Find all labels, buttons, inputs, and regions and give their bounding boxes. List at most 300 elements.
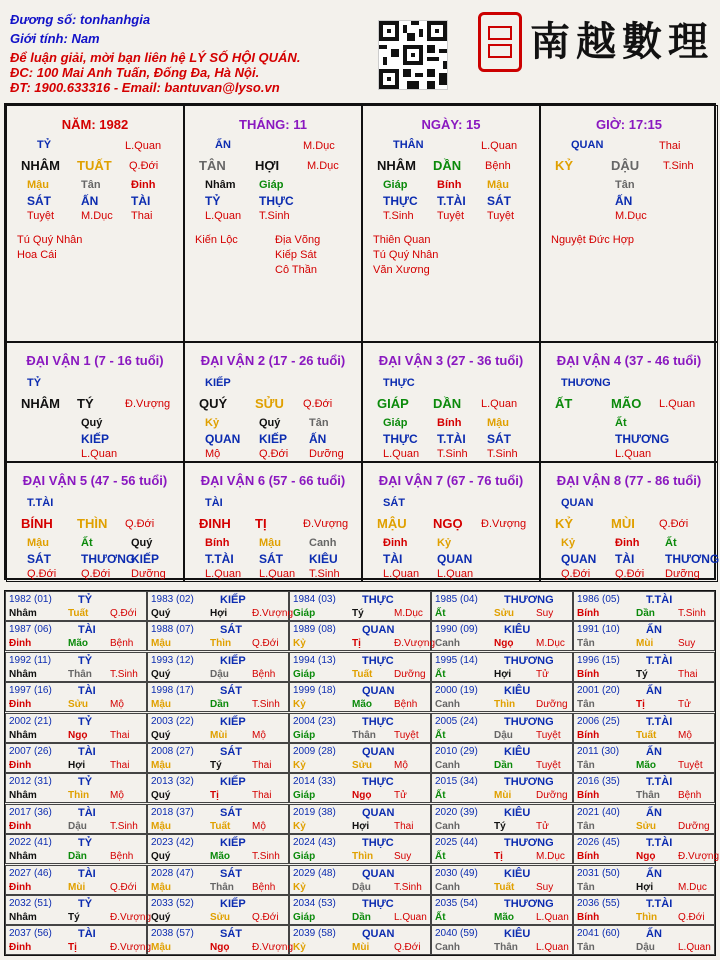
pillar-can: TÂN — [199, 158, 226, 173]
dai-van-4 — [540, 342, 718, 462]
year-chi: Tị — [210, 790, 219, 802]
year-can: Tân — [577, 942, 595, 954]
year-stage: T.Sinh — [394, 881, 422, 893]
year-label: 2039 (58) — [293, 928, 336, 940]
year-chi: Thân — [636, 790, 660, 802]
year-can: Ất — [435, 729, 446, 741]
dai-van-can: QUÝ — [199, 396, 228, 411]
pillar-ten-god: THÂN — [393, 139, 424, 151]
year-cell — [573, 713, 715, 743]
dai-van-ten-god: THƯƠNG — [561, 377, 611, 389]
year-can: Giáp — [293, 668, 316, 680]
year-stage: Mộ — [678, 729, 692, 741]
year-can: Quý — [151, 790, 171, 802]
year-chi: Tị — [352, 638, 361, 650]
year-ten-god: KIÊU — [504, 806, 531, 819]
hidden-ten-god: T.TÀI — [437, 432, 466, 446]
year-label: 2014 (33) — [293, 776, 336, 788]
pillar-stage: L.Quan — [125, 140, 162, 152]
year-cell — [431, 713, 573, 743]
year-chi: Hợi — [494, 668, 512, 680]
year-can: Kỷ — [293, 699, 306, 711]
year-can: Canh — [435, 638, 460, 650]
gender-line: Giới tính: Nam — [10, 31, 100, 46]
year-can: Bính — [577, 851, 600, 863]
hidden-ten-god: QUAN — [205, 432, 241, 446]
hidden-stem: Tân — [309, 417, 329, 429]
year-ten-god: TÀI — [78, 806, 96, 819]
year-stage: Q.Đới — [252, 638, 279, 650]
hidden-ten-god: KIÊU — [309, 552, 338, 566]
year-ten-god: THỰC — [362, 898, 394, 910]
year-ten-god: THỰC — [362, 837, 394, 850]
year-chi: Ngọ — [494, 638, 514, 650]
hidden-stem: Mậu — [27, 537, 49, 549]
hidden-stem: Kỷ — [561, 537, 576, 549]
hidden-ten-god: KIẾP — [131, 552, 160, 566]
year-chi: Mùi — [352, 942, 370, 954]
year-cell — [431, 743, 573, 773]
hidden-stem: Nhâm — [205, 179, 236, 191]
year-stage: Đ.Vượng — [678, 851, 720, 863]
year-can: Giáp — [293, 851, 316, 863]
year-label: 2016 (35) — [577, 776, 620, 788]
year-ten-god: ẤN — [646, 624, 662, 637]
hidden-stage: L.Quan — [259, 568, 296, 580]
year-label: 2017 (36) — [9, 806, 52, 818]
year-can: Kỷ — [293, 881, 306, 893]
year-chi: Mùi — [494, 790, 512, 802]
pillar-stage: L.Quan — [481, 140, 518, 152]
year-ten-god: KIẾP — [220, 898, 246, 910]
pillar-0 — [6, 105, 184, 342]
year-ten-god: QUAN — [362, 746, 395, 758]
year-stage: L.Quan — [536, 912, 569, 923]
hidden-stage: L.Quan — [615, 448, 652, 460]
year-chi: Dần — [210, 699, 229, 711]
year-chi: Dậu — [352, 881, 371, 893]
qr-code-icon — [378, 20, 448, 90]
year-chi: Tý — [636, 668, 648, 680]
year-ten-god: TÀI — [78, 746, 96, 758]
year-can: Nhâm — [9, 790, 37, 802]
hidden-stem: Ất — [665, 537, 677, 549]
year-label: 2019 (38) — [293, 806, 336, 818]
year-cell — [5, 621, 147, 651]
year-ten-god: T.TÀI — [646, 654, 673, 667]
year-label: 1990 (09) — [435, 624, 478, 636]
dai-van-stage: Đ.Vượng — [481, 518, 527, 530]
year-stage: Dưỡng — [536, 699, 568, 711]
year-cell — [573, 925, 715, 955]
year-stage: Thai — [252, 790, 272, 802]
year-stage: Mộ — [110, 699, 124, 711]
hidden-ten-god: ẤN — [309, 432, 327, 446]
pillar-stage: Thai — [659, 140, 681, 152]
year-stage: Bệnh — [252, 668, 276, 680]
pillar-stage-2: T.Sinh — [663, 160, 694, 172]
year-ten-god: QUAN — [362, 624, 395, 637]
hidden-stage: L.Quan — [437, 568, 474, 580]
hidden-stage: Dưỡng — [131, 568, 166, 580]
dai-van-stage: Q.Đới — [303, 398, 333, 410]
year-can: Ất — [435, 912, 446, 923]
year-label: 2041 (60) — [577, 928, 620, 940]
year-cell — [573, 591, 715, 621]
year-can: Đinh — [9, 881, 32, 893]
hidden-ten-god: THƯƠNG — [81, 552, 136, 566]
year-stage: Tử — [394, 790, 407, 802]
year-cell — [573, 621, 715, 651]
year-chi: Tuất — [352, 668, 373, 680]
year-ten-god: THỰC — [362, 776, 394, 789]
hidden-ten-god: TÀI — [615, 552, 635, 566]
pillar-title: NĂM: 1982 — [61, 117, 129, 132]
year-stage: Bệnh — [252, 881, 276, 893]
hidden-stem: Quý — [131, 537, 153, 549]
hidden-stem: Bính — [205, 537, 230, 549]
year-stage: Tuyệt — [678, 760, 703, 771]
year-chi: Sửu — [68, 699, 89, 711]
hidden-stem: Mậu — [27, 179, 49, 191]
year-ten-god: TỶ — [78, 594, 93, 606]
pillar-can: NHÂM — [21, 158, 60, 173]
year-label: 2004 (23) — [293, 715, 336, 727]
year-chi: Dậu — [494, 729, 513, 741]
year-chi: Thân — [494, 942, 518, 954]
year-can: Canh — [435, 699, 460, 711]
year-stage: Bệnh — [110, 638, 134, 650]
year-label: 2020 (39) — [435, 806, 478, 818]
year-stage: Đ.Vượng — [252, 942, 294, 954]
year-cell — [289, 621, 436, 651]
year-cell — [431, 834, 573, 864]
year-cell — [147, 743, 289, 773]
hidden-stage: L.Quan — [383, 448, 420, 460]
hidden-ten-god: SÁT — [259, 552, 283, 566]
year-chi: Tý — [494, 820, 506, 832]
year-stage: M.Dục — [394, 608, 423, 619]
year-chi: Mão — [68, 638, 88, 650]
header — [0, 0, 720, 100]
year-can: Tân — [577, 638, 595, 650]
year-chi: Dần — [68, 851, 87, 863]
year-chi: Tị — [494, 851, 503, 863]
year-label: 1994 (13) — [293, 654, 336, 666]
year-cell — [5, 925, 152, 955]
year-label: 1988 (07) — [151, 624, 194, 636]
hidden-stem: Bính — [437, 417, 462, 429]
year-can: Bính — [577, 912, 600, 923]
year-chi: Thìn — [636, 912, 658, 923]
dai-van-chi: DẦN — [433, 396, 462, 411]
year-ten-god: SÁT — [220, 806, 242, 819]
year-can: Canh — [435, 881, 460, 893]
year-stage: L.Quan — [394, 912, 427, 923]
year-cell — [147, 895, 289, 925]
year-stage: Dưỡng — [678, 820, 710, 832]
year-can: Quý — [151, 608, 171, 619]
year-ten-god: TỶ — [78, 715, 93, 728]
hidden-stem: Mậu — [487, 179, 509, 191]
star-item: Hoa Cái — [17, 249, 57, 261]
dai-van-1 — [6, 342, 184, 462]
year-chi: Tý — [352, 608, 364, 619]
year-cell — [573, 743, 715, 773]
year-can: Kỷ — [293, 638, 306, 650]
hidden-stage: L.Quan — [205, 210, 242, 222]
year-ten-god: THỰC — [362, 654, 394, 667]
phone-line: ĐT: 1900.633316 - Email: bantuvan@lyso.vn — [10, 80, 280, 95]
year-ten-god: THỰC — [362, 715, 394, 728]
year-can: Đinh — [9, 942, 32, 954]
year-can: Giáp — [293, 729, 316, 741]
year-chi: Tị — [636, 699, 645, 711]
year-chi: Sửu — [636, 820, 657, 832]
year-chi: Tị — [68, 942, 77, 954]
year-cell — [289, 591, 431, 621]
year-chi: Tuất — [494, 881, 515, 893]
dai-van-ten-god: QUAN — [561, 497, 594, 509]
year-cell — [573, 804, 715, 834]
dai-van-can: BÍNH — [21, 516, 53, 531]
year-cell — [5, 682, 147, 712]
year-can: Ất — [435, 668, 446, 680]
star-item: Kiếp Sát — [275, 249, 317, 261]
year-ten-god: KIẾP — [220, 837, 246, 850]
year-chi: Thân — [68, 668, 92, 680]
year-cell — [289, 743, 431, 773]
year-label: 2036 (55) — [577, 898, 620, 909]
hidden-stem: Đinh — [131, 179, 156, 191]
year-ten-god: QUAN — [362, 867, 395, 880]
pillar-stage-2: Q.Đới — [129, 160, 159, 172]
year-label: 2010 (29) — [435, 746, 478, 757]
year-stage: Đ.Vượng — [110, 942, 152, 954]
year-label: 2028 (47) — [151, 867, 194, 879]
year-chi: Ngọ — [68, 729, 88, 741]
year-chi: Dậu — [68, 820, 87, 832]
hidden-stem: Kỷ — [205, 417, 220, 429]
dai-van-can: NHÂM — [21, 396, 60, 411]
year-stage: Suy — [536, 608, 554, 619]
year-stage: Dưỡng — [394, 668, 426, 680]
hidden-stem: Kỷ — [437, 537, 452, 549]
year-cell — [431, 652, 573, 682]
year-chi: Mùi — [68, 881, 86, 893]
year-cell — [573, 652, 715, 682]
dai-van-ten-god: KIẾP — [205, 377, 231, 389]
dai-van-chi: MÃO — [611, 396, 642, 411]
year-chi: Thìn — [68, 790, 90, 802]
star-item: Thiên Quan — [373, 234, 431, 246]
hidden-stage: Dưỡng — [665, 568, 700, 580]
hidden-stage: T.Sinh — [383, 210, 414, 222]
year-cell — [147, 591, 294, 621]
year-cell — [147, 713, 289, 743]
year-label: 2015 (34) — [435, 776, 478, 788]
year-label: 1992 (11) — [9, 654, 52, 666]
year-label: 2003 (22) — [151, 715, 194, 727]
hidden-ten-god: THỰC — [383, 432, 418, 446]
year-label: 2006 (25) — [577, 715, 620, 727]
year-chi: Mùi — [210, 729, 228, 741]
year-can: Mậu — [151, 820, 171, 832]
dai-van-stage: Q.Đới — [659, 518, 689, 530]
year-chi: Sửu — [210, 912, 231, 923]
year-cell — [5, 591, 147, 621]
year-ten-god: SÁT — [220, 624, 242, 637]
year-chi: Ngọ — [636, 851, 656, 863]
year-stage: Thai — [252, 760, 272, 771]
year-stage: M.Dục — [678, 881, 707, 893]
dai-van-7 — [362, 462, 540, 582]
year-label: 2022 (41) — [9, 837, 52, 849]
year-chi: Tuất — [636, 729, 657, 741]
year-ten-god: THƯƠNG — [504, 837, 554, 850]
year-ten-god: TÀI — [78, 624, 96, 637]
hidden-ten-god: KIẾP — [81, 432, 110, 446]
dai-van-title: ĐẠI VẬN 2 (17 - 26 tuổi) — [200, 353, 346, 368]
star-item: Địa Võng — [275, 234, 321, 246]
hidden-ten-god: TÀI — [131, 194, 151, 208]
year-can: Nhâm — [9, 608, 37, 619]
year-cell — [431, 773, 573, 803]
year-ten-god: KIẾP — [220, 594, 246, 606]
year-can: Bính — [577, 729, 600, 741]
year-chi: Thân — [210, 881, 234, 893]
year-stage: Q.Đới — [394, 942, 421, 954]
year-ten-god: QUAN — [362, 685, 395, 698]
pillar-ten-god: ẤN — [215, 139, 231, 151]
year-stage: Tuyệt — [536, 729, 561, 741]
year-cell — [5, 834, 147, 864]
hidden-ten-god: SÁT — [487, 194, 511, 208]
hidden-ten-god: THỰC — [259, 194, 294, 208]
hidden-stage: Tuyệt — [437, 210, 465, 222]
year-label: 2033 (52) — [151, 898, 194, 909]
year-ten-god: THƯƠNG — [504, 654, 554, 667]
year-cell — [431, 621, 573, 651]
year-chi: Hợi — [68, 760, 86, 771]
year-can: Tân — [577, 699, 595, 711]
pillar-ten-god: QUAN — [571, 139, 604, 151]
dai-van-stage: L.Quan — [481, 398, 518, 410]
year-stage: Đ.Vượng — [252, 608, 294, 619]
hidden-ten-god: THƯƠNG — [665, 552, 720, 566]
dai-van-chi: NGỌ — [433, 516, 463, 531]
year-can: Bính — [577, 608, 600, 619]
year-chi: Tuất — [210, 820, 231, 832]
year-ten-god: THƯƠNG — [504, 594, 554, 606]
year-can: Quý — [151, 668, 171, 680]
year-ten-god: KIÊU — [504, 746, 531, 758]
year-stage: Tử — [536, 820, 549, 832]
year-ten-god: TỶ — [78, 776, 93, 789]
year-stage: Suy — [678, 638, 696, 650]
year-label: 1991 (10) — [577, 624, 620, 636]
year-can: Tân — [577, 760, 595, 771]
year-cell — [289, 834, 431, 864]
hidden-stem: Đinh — [615, 537, 640, 549]
pillar-chi: DẬU — [611, 158, 640, 173]
pillar-chi: DẦN — [433, 158, 462, 173]
star-item: Cô Thần — [275, 264, 317, 276]
hidden-stem: Quý — [259, 417, 281, 429]
year-label: 2000 (19) — [435, 685, 478, 697]
year-stage: Đ.Vượng — [110, 912, 152, 923]
dai-van-2 — [184, 342, 362, 462]
year-label: 2035 (54) — [435, 898, 478, 909]
year-label: 2002 (21) — [9, 715, 52, 727]
year-stage: Q.Đới — [110, 881, 137, 893]
hidden-stage: L.Quan — [81, 448, 118, 460]
dai-van-ten-god: THỰC — [383, 377, 415, 389]
year-label: 2027 (46) — [9, 867, 52, 879]
hidden-stage: Q.Đới — [561, 568, 591, 580]
pillar-chi: TUẤT — [77, 158, 112, 173]
chart-grid — [4, 103, 720, 580]
year-stage: Thai — [678, 668, 698, 680]
year-can: Canh — [435, 760, 460, 771]
pillar-can: NHÂM — [377, 158, 416, 173]
year-stage: Bệnh — [678, 790, 702, 802]
hidden-stem: Mậu — [259, 537, 281, 549]
dai-van-can: ẤT — [555, 396, 573, 411]
year-ten-god: T.TÀI — [646, 776, 673, 789]
year-label: 2024 (43) — [293, 837, 336, 849]
year-label: 2008 (27) — [151, 746, 194, 757]
year-chi: Hợi — [352, 820, 370, 832]
year-cell — [289, 895, 431, 925]
dai-van-title: ĐẠI VẬN 1 (7 - 16 tuổi) — [26, 353, 164, 368]
dai-van-ten-god: TÀI — [205, 497, 223, 509]
pillar-stage-2: M.Dục — [307, 160, 339, 172]
year-ten-god: KIẾP — [220, 776, 246, 789]
year-ten-god: SÁT — [220, 867, 242, 880]
year-can: Mậu — [151, 760, 171, 771]
hidden-stem: Tân — [81, 179, 101, 191]
hidden-stage: L.Quan — [205, 568, 242, 580]
dai-van-chi: MÙI — [611, 516, 635, 531]
year-label: 1993 (12) — [151, 654, 194, 666]
year-cell — [431, 865, 573, 895]
year-ten-god: T.TÀI — [646, 837, 673, 850]
year-ten-god: TÀI — [78, 867, 96, 880]
dai-van-stage: Đ.Vượng — [125, 398, 171, 410]
year-cell — [5, 895, 152, 925]
year-label: 2030 (49) — [435, 867, 478, 879]
year-ten-god: T.TÀI — [646, 715, 673, 728]
pillar-title: THÁNG: 11 — [239, 117, 307, 132]
hidden-stage: Q.Đới — [81, 568, 111, 580]
year-cell — [431, 925, 573, 955]
seal-stamp-icon — [478, 12, 522, 72]
year-cell — [289, 713, 431, 743]
year-can: Nhâm — [9, 668, 37, 680]
year-label: 2009 (28) — [293, 746, 336, 757]
pillar-title: NGÀY: 15 — [421, 117, 481, 132]
year-cell — [5, 713, 147, 743]
hidden-stage: Q.Đới — [259, 448, 289, 460]
year-stage: Suy — [394, 851, 412, 863]
year-chi: Thìn — [210, 638, 232, 650]
year-stage: Thai — [394, 820, 414, 832]
year-ten-god: THƯƠNG — [504, 898, 554, 910]
year-can: Mậu — [151, 699, 171, 711]
year-cell — [5, 804, 147, 834]
year-stage: M.Dục — [536, 638, 565, 650]
